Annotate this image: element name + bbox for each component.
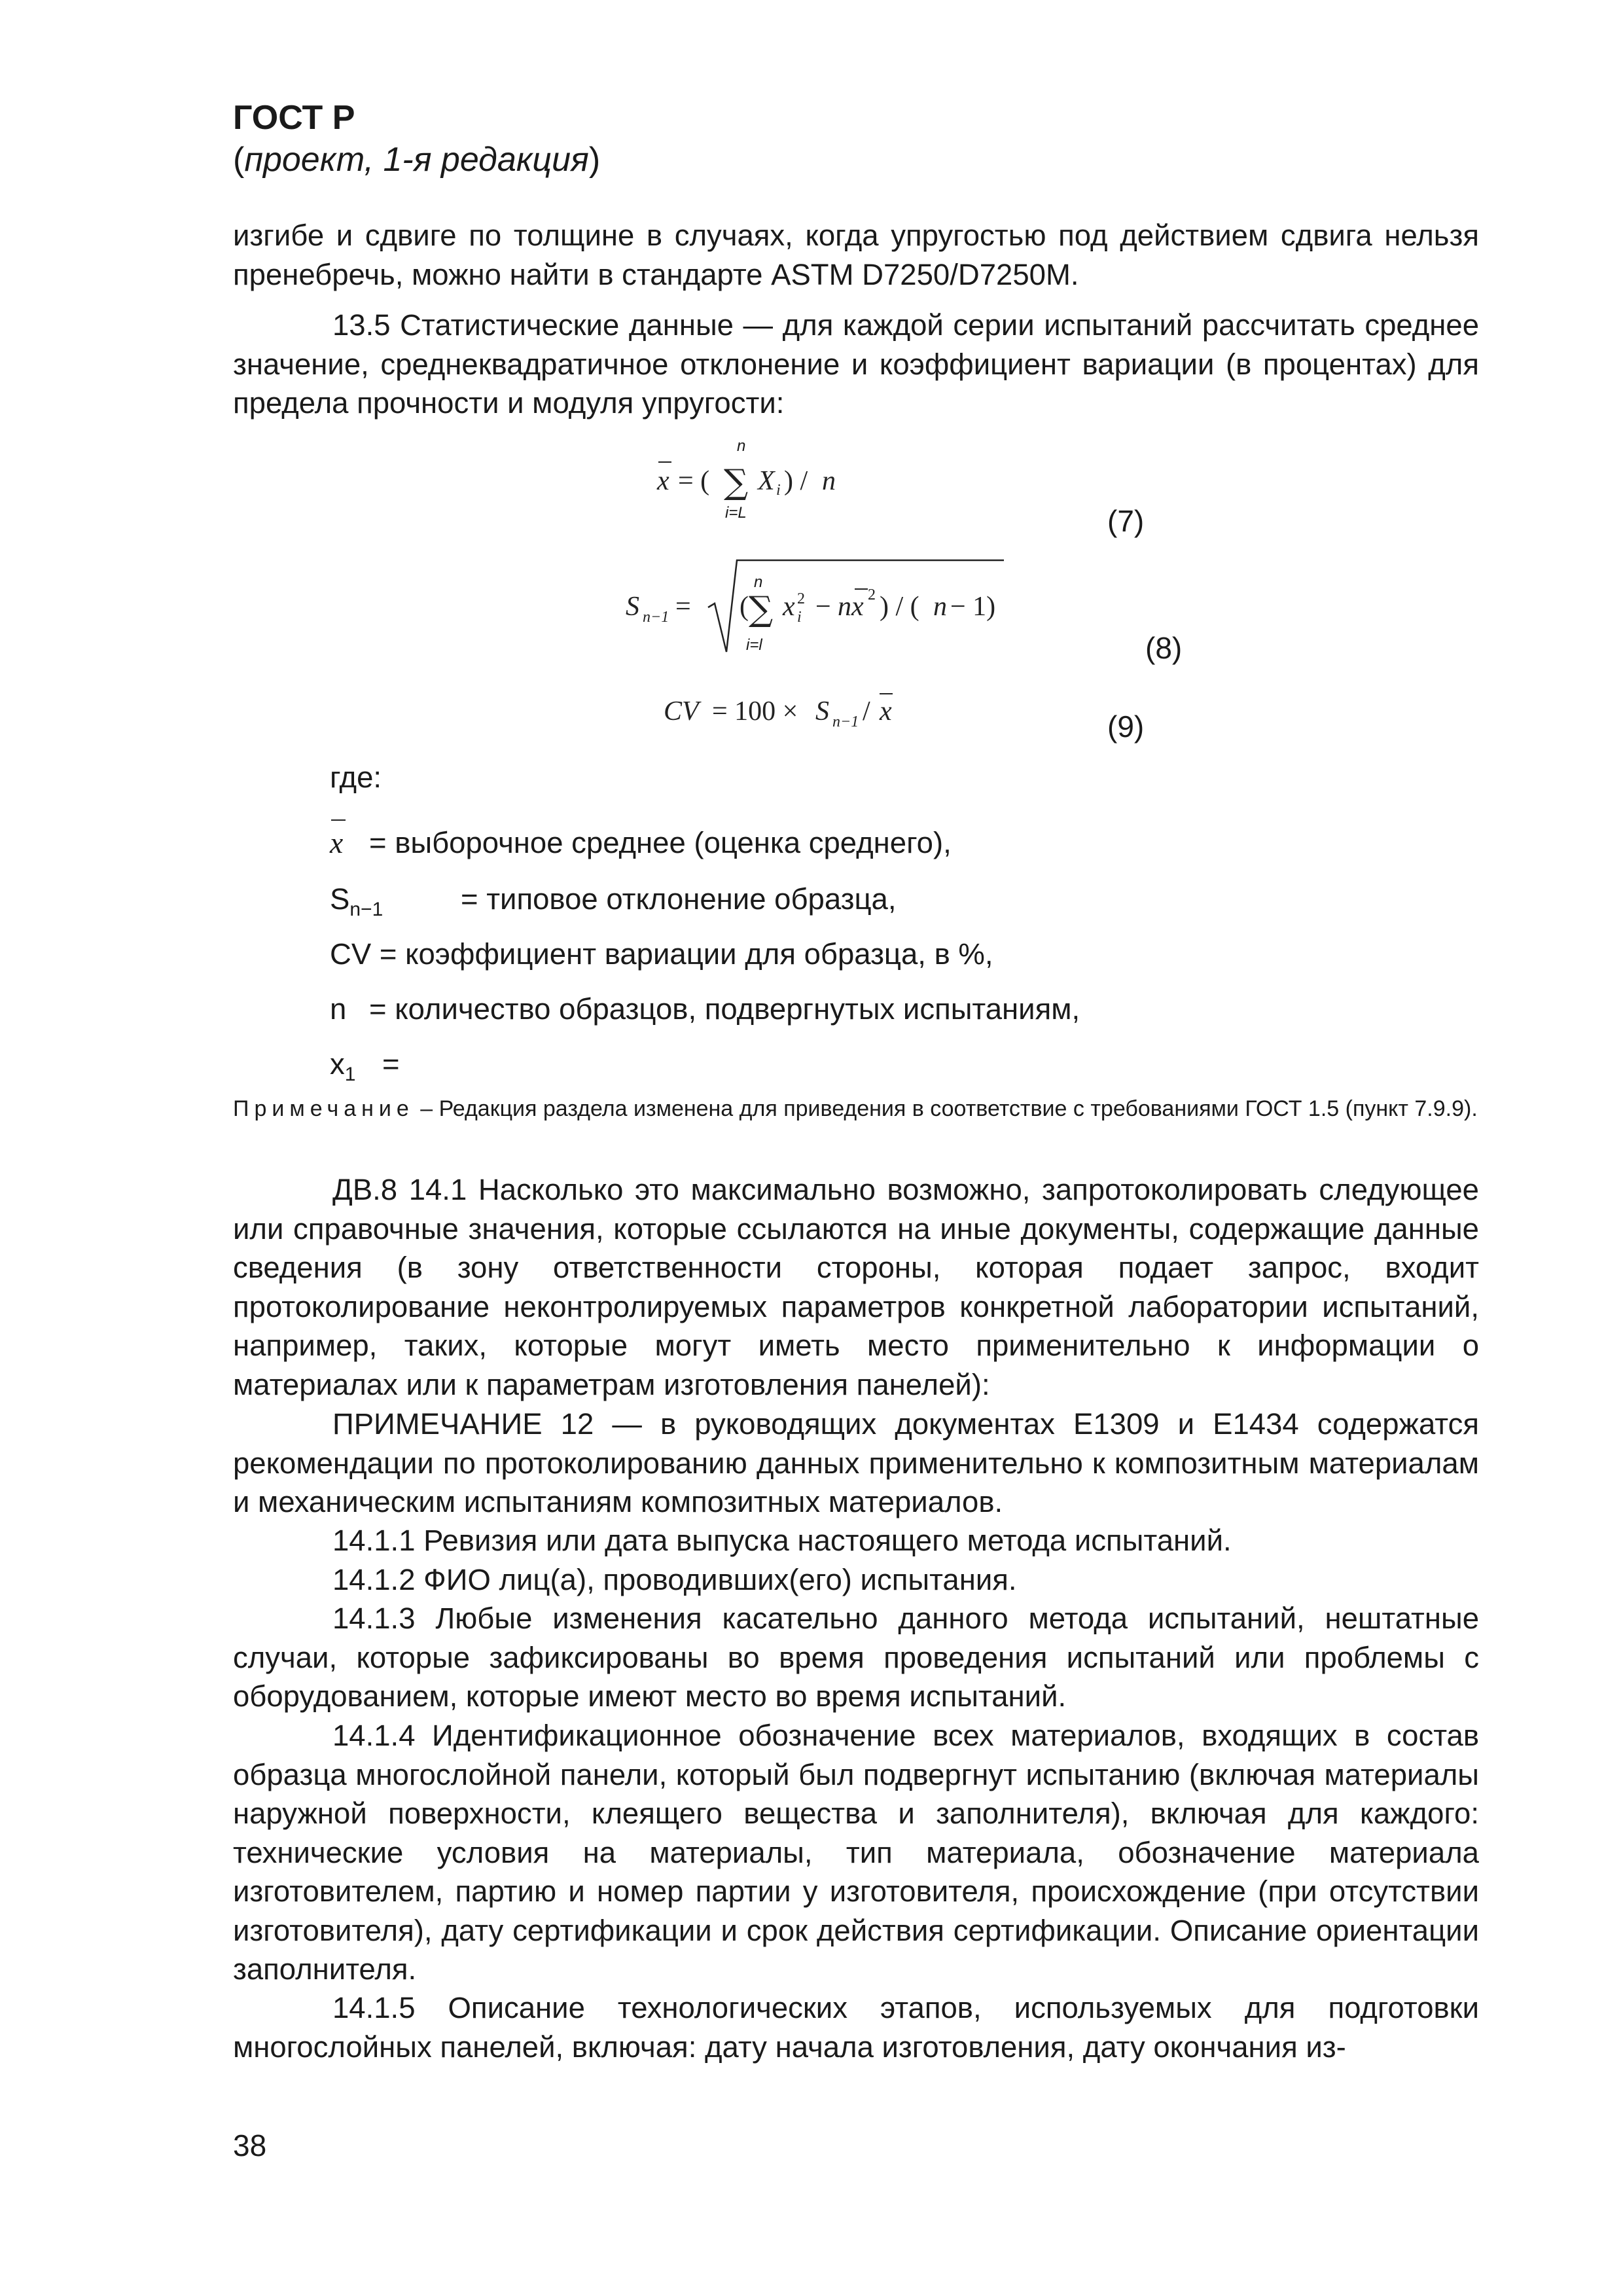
svg-text:i: i xyxy=(776,482,781,499)
page-number: 38 xyxy=(233,2128,267,2162)
svg-text:2: 2 xyxy=(797,590,805,607)
paragraph-14-1-3: 14.1.3 Любые изменения касательно данного метода испытаний, нештатные случаи, которые зафиксированы во время проведения испытаний или проблемы с оборудованием, которые имеют место во время испытаний. xyxy=(233,1602,1479,1713)
svg-text:X: X xyxy=(758,466,775,496)
note-editorial: Примечание – Редакция раздела изменена для приведения в соответствие с требованиями ГОСТ 1.5 (пункт 7.9.9). xyxy=(233,1096,1478,1121)
equation-number-8: (8) xyxy=(1145,631,1183,665)
svg-text:/: / xyxy=(863,696,870,726)
formula-7-sum-bottom: i=L xyxy=(725,504,747,522)
svg-text:x: x xyxy=(783,592,795,622)
definition-x1: $x_1$ = xyxy=(330,1047,400,1086)
definition-n: n = количество образцов, подвергнутых испытаниям, xyxy=(330,992,1080,1026)
equation-number-7: (7) xyxy=(1107,504,1145,538)
document-subtitle: (проект, 1-я редакция) xyxy=(233,141,601,179)
svg-text:) / (: ) / ( xyxy=(880,592,919,622)
svg-text:x: x xyxy=(880,696,892,726)
svg-text:S: S xyxy=(626,592,639,622)
equation-number-9: (9) xyxy=(1107,709,1145,744)
formula-8-sum-bottom: i=l xyxy=(746,636,762,654)
svg-text:) /: ) / xyxy=(784,466,808,496)
svg-text:n: n xyxy=(822,466,836,496)
formula-9 xyxy=(661,681,936,740)
svg-text:∑: ∑ xyxy=(724,463,749,502)
definition-mean: x = выборочное среднее (оценка среднего), xyxy=(330,825,952,861)
svg-text:S: S xyxy=(815,696,829,726)
paragraph-13-5: 13.5 Статистические данные — для каждой серии испытаний рассчитать среднее значение, среднеквадратичное отклонение и коэффициент вариации (в процентах) для предела прочности и модуля упругости: xyxy=(233,308,1479,420)
paragraph-note-12: ПРИМЕЧАНИЕ 12 — в руководящих документах E1309 и E1434 содержатся рекомендации по протоколированию данных применительно к композитным материалам и механическим испытаниям композитных материалов. xyxy=(233,1407,1479,1518)
svg-text:CV: CV xyxy=(664,696,699,726)
formula-7-graphic xyxy=(654,437,916,522)
paragraph-14-1-2: 14.1.2 ФИО лиц(а), проводивших(его) испытания. xyxy=(332,1563,1017,1596)
svg-text:= (: = ( xyxy=(678,466,710,496)
svg-text:2: 2 xyxy=(868,586,876,603)
formula-8-sum-top: n xyxy=(754,573,763,591)
svg-text:− 1): − 1) xyxy=(950,592,996,622)
svg-text:i: i xyxy=(797,609,802,626)
document-title: ГОСТ Р xyxy=(233,99,355,137)
svg-text:nx: nx xyxy=(838,592,864,622)
where-label: где: xyxy=(330,761,382,794)
definition-cv: CV = коэффициент вариации для образца, в %, xyxy=(330,937,993,971)
paragraph-14-1-4: 14.1.4 Идентификационное обозначение всех материалов, входящих в состав образца многослойной панели, который был подвергнут испытанию (включая материалы наружной поверхности, клеящего вещества и заполнителя), включая для каждого: технические условия на материалы, тип материала, обозначение материала изготовителем, партию и номер партии у изготовителя, происхождение (при отсутствии изготовителя), дату сертификации и срок действия сертификации. Описание ориентации заполнителя. xyxy=(233,1719,1479,1986)
svg-text:n−1: n−1 xyxy=(643,609,669,626)
paragraph-dv8-14-1: ДВ.8 14.1 Насколько это максимально возможно, запротоколировать следующее или справочные значения, которые ссылаются на иные документы, содержащие данные сведения (в зону ответственности стороны, которая подает запрос, входит протоколирование неконтролируемых параметров конкретной лаборатории испытаний, например, таких, которые могут иметь место применительно к информации о материалах или к параметрам изготовления панелей): xyxy=(233,1173,1479,1401)
svg-text:x: x xyxy=(657,466,669,496)
svg-text:−: − xyxy=(815,592,831,622)
svg-text:= 100 ×: = 100 × xyxy=(712,696,798,726)
svg-text:∑: ∑ xyxy=(749,590,774,629)
formula-7-sum-top: n xyxy=(737,437,746,455)
paragraph-intro: изгибе и сдвиге по толщине в случаях, когда упругостью под действием сдвига нельзя пренебречь, можно найти в стандарте ASTM D7250/D7250M. xyxy=(233,219,1479,291)
svg-text:n−1: n−1 xyxy=(832,713,859,730)
definition-std-dev: $S_{n-1}$ = типовое отклонение образца, xyxy=(330,882,897,921)
svg-text:n: n xyxy=(933,592,947,622)
paragraph-14-1-5: 14.1.5 Описание технологических этапов, используемых для подготовки многослойных панелей, включая: дату начала изготовления, дату окончания из- xyxy=(233,1991,1479,2064)
svg-text:(: ( xyxy=(740,592,749,622)
formula-8-graphic xyxy=(622,556,1067,661)
paragraph-14-1-1: 14.1.1 Ревизия или дата выпуска настоящего метода испытаний. xyxy=(332,1524,1232,1557)
svg-text:=: = xyxy=(675,592,691,622)
